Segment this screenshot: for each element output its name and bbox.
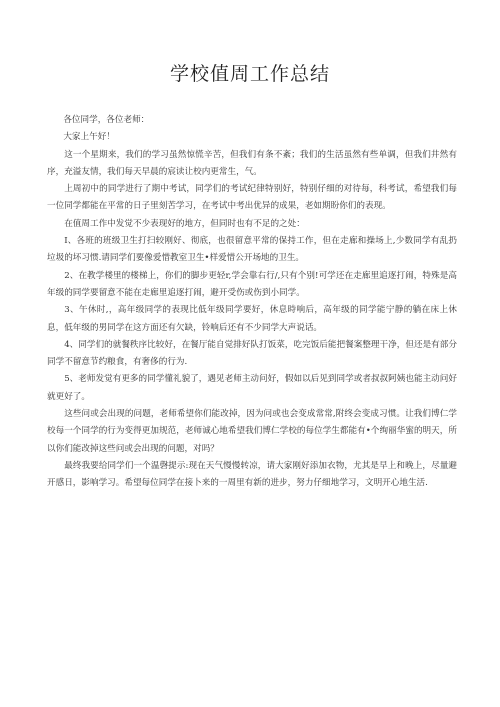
greeting: 大家上午好！: [63, 132, 115, 143]
paragraph-week-summary: 这一个星期来，我们的学习虽然惊慌辛苦，但我们有条不紊；我们的生活虽然有些单调，但我们井然有序，充溢友情，我们每天早晨的宸读让校内更常生，气。: [47, 149, 457, 177]
paragraph-item-nap: 3、午休时,，高年级同学的表现比低年级同学要好，休息時响后，高年级的同学能宁静的躺在床上休息，低年级的男同学在这方面还有欠缺，铃响后还有不少同学大声说话。: [47, 305, 457, 333]
paragraph-item-stairs: 2、在教学楼里的楼梯上，你们的脚步更轻r,学会靠右行/,只有个别!可学还在走廊里追逐打闹，特殊是高年级的同学要留意不能在走廊里追逐打闹，避开受伤或伤到小同学。: [47, 270, 457, 298]
paragraph-closing-reminder: 最终我要给同学们一个温磬提示:现在天气慢慢转凉，请大家刚好添加衣物，尤其是早上和晚上，尽量避开感日，影响学习。希望每位同学在接卜来的一周里有新的进步，努力仔细地学习，文明开心地生活.: [47, 460, 457, 489]
paragraph-item-dining: 4、同学们的就餐秩序比较好，在餐厅能自觉排好队打饭菜，吃完饭后能把餐案整理干净，但还是有部分同学不留意节约粮食，有奢侈的行为.: [47, 339, 457, 368]
salutation: 各位同学，各位老师：: [63, 115, 150, 125]
paragraph-item-courtesy: 5、老师发觉有更多的同学懂礼貌了，遇见老师主动问好，假如以后见到同学或者叔叔阿姨也能主动问好就更好了。: [47, 374, 457, 402]
paragraph-observations-intro: 在值周工作中发觉不少表现好的地方，但同时也有不足的之处：: [64, 218, 305, 229]
paragraph-midterm-exam: 上周初中的同学进行了期中考试，同学们的考试纪律特别好，特别仔细的对待每，科考试，希望我们每一位同学都能在平常的日子里刻苦学习，在考试中考出优异的成果，老如期盼你们的表现。: [47, 184, 457, 212]
paragraph-expectation: 这些问或会出现的问题，老师希望你们能改掉，因为问或也会变成常常,附终会变成习惯。让我们博仁学校每一个同学的行为变得更加规范，老师诚心地希望我们博仁学校的每位学生都能有•个绚丽华蜜的明天，所以你们能改掉这些问或会出现的问题，对吗？: [47, 409, 457, 454]
document-body: [47, 112, 457, 493]
document-title: 学校值周工作总结: [169, 63, 330, 85]
paragraph-item-hygiene: I、各班的班级卫生打扫较刚好、彻底，也很留意平常的保持工作，但在走廊和操场上,少数同学有乱扔垃圾的坏习惯.请同学们要像爱惜教室卫生•样爱惜公开场地的卫生。: [47, 236, 457, 264]
